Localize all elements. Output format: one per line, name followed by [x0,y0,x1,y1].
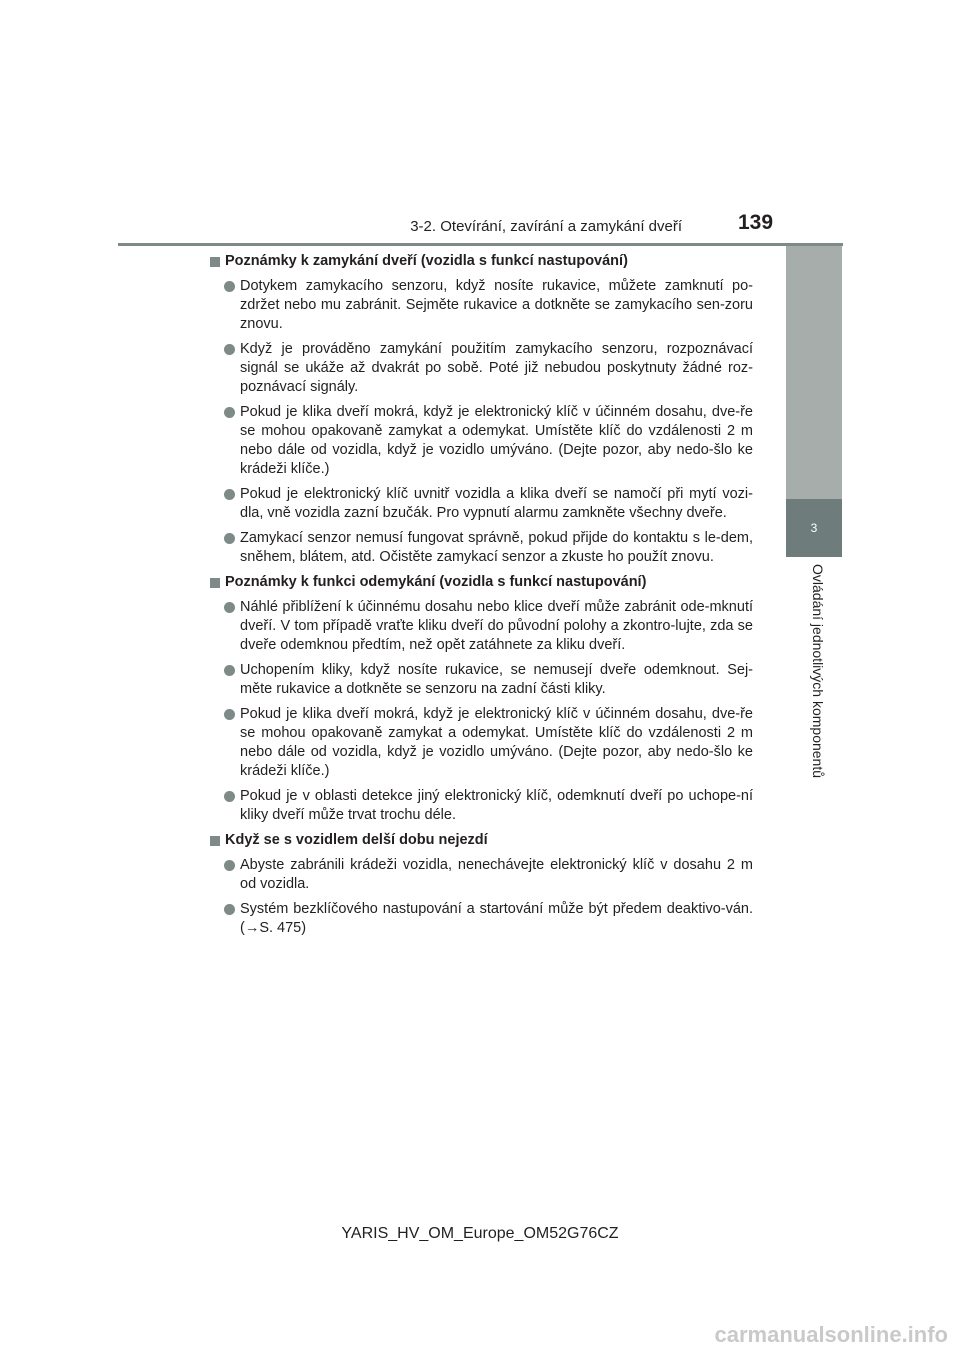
square-bullet-icon [210,836,220,846]
list-item-text: Když je prováděno zamykání použitím zamykacího senzoru, rozpoznávací signál se ukáže až dvakrát po sobě. Poté již nebudou poskytnuty žádné roz-poznávací signály. [240,341,753,395]
list-item [210,661,753,699]
list-item [210,529,753,567]
list-item-text: Dotykem zamykacího senzoru, když nosíte rukavice, můžete zamknutí po-zdržet nebo mu zabránit. Sejměte rukavice a dotkněte se zamykacího sen-zoru znovu. [240,278,753,332]
circle-bullet-icon [224,281,235,292]
side-tab-background [786,246,842,499]
list-item [210,485,753,523]
document-code: YARIS_HV_OM_Europe_OM52G76CZ [341,1225,619,1242]
circle-bullet-icon [224,709,235,720]
list-item-text: Pokud je klika dveří mokrá, když je elektronický klíč v účinném dosahu, dve-ře se mohou opakovaně zamykat a odemykat. Umístěte klíč do vzdálenosti 2 m nebo dále od vozidla, když je vozidlo umýváno. (Dejte pozor, aby nedo-šlo ke krádeži klíče.) [240,404,753,477]
chapter-number-tab[interactable]: 3 [786,499,842,557]
list-item [210,705,753,781]
list-item [210,598,753,655]
header-rule [118,243,843,246]
list-item-text: Pokud je klika dveří mokrá, když je elektronický klíč v účinném dosahu, dve-ře se mohou opakovaně zamykat a odemykat. Umístěte klíč do vzdálenosti 2 m nebo dále od vozidla, když je vozidlo umýváno. (Dejte pozor, aby nedo-šlo ke krádeži klíče.) [240,706,753,779]
circle-bullet-icon [224,533,235,544]
circle-bullet-icon [224,860,235,871]
page-number: 139 [738,211,774,234]
list-item [210,787,753,825]
section-heading-text: Když se s vozidlem delší dobu nejezdí [225,832,488,848]
circle-bullet-icon [224,344,235,355]
list-item-text: Pokud je v oblasti detekce jiný elektronický klíč, odemknutí dveří po uchope-ní kliky dveří může trvat trochu déle. [240,788,753,823]
page-content [210,252,753,944]
list-item-text: Zamykací senzor nemusí fungovat správně, pokud přijde do kontaktu s le-dem, sněhem, blátem, atd. Očistěte zamykací senzor a zkuste ho použít znovu. [240,530,753,565]
page-reference-link[interactable]: Systém bezklíčového nastupování a startování může být předem deaktivo-ván. (→S. 475) [240,901,753,936]
section-heading-text: Poznámky k zamykání dveří (vozidla s funkcí nastupování) [225,253,628,269]
list-item [210,856,753,894]
square-bullet-icon [210,578,220,588]
circle-bullet-icon [224,904,235,915]
section-unlocking-notes [210,573,753,825]
square-bullet-icon [210,257,220,267]
section-heading [210,831,753,850]
watermark: carmanualsonline.info [714,1322,948,1347]
section-heading [210,573,753,592]
list-item-text: Náhlé přiblížení k účinnému dosahu nebo klice dveří může zabránit ode-mknutí dveří. V tom případě vraťte kliku dveří do původní polohy a zkontro-lujte, zda se dveře odemknou předtím, než opět zatáhnete za kliku dveří. [240,599,753,653]
circle-bullet-icon [224,489,235,500]
chapter-title: Ovládání jednotlivých komponentů [810,564,826,779]
circle-bullet-icon [224,407,235,418]
list-item [210,403,753,479]
list-item-text: Abyste zabránili krádeži vozidla, nenechávejte elektronický klíč v dosahu 2 m od vozidla. [240,857,753,892]
section-heading [210,252,753,271]
section-locking-notes [210,252,753,567]
section-title: 3-2. Otevírání, zavírání a zamykání dveří [410,218,682,235]
list-item-text: Uchopením kliky, když nosíte rukavice, se nemusejí dveře odemknout. Sej-měte rukavice a dotkněte se senzoru na zadní části kliky. [240,662,753,697]
list-item [210,340,753,397]
circle-bullet-icon [224,791,235,802]
section-long-idle [210,831,753,938]
list-item-text: Pokud je elektronický klíč uvnitř vozidla a klika dveří se namočí při mytí vozi-dla, vně vozidla zazní bzučák. Pro vypnutí alarmu zamkněte všechny dveře. [240,486,753,521]
circle-bullet-icon [224,602,235,613]
circle-bullet-icon [224,665,235,676]
list-item [210,277,753,334]
list-item [210,900,753,938]
section-heading-text: Poznámky k funkci odemykání (vozidla s funkcí nastupování) [225,574,647,590]
